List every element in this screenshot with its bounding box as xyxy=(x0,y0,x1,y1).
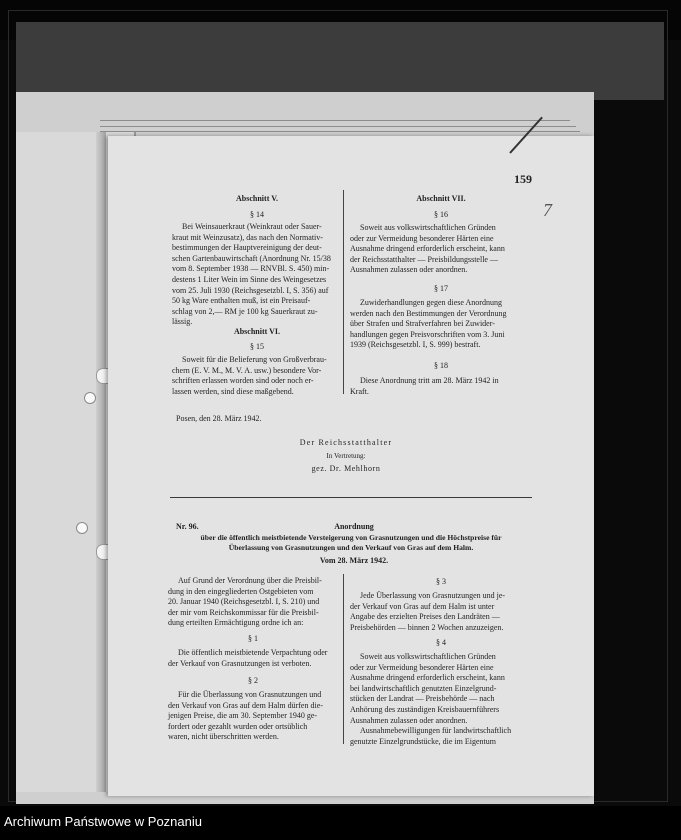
paragraph-number: § 18 xyxy=(434,361,448,370)
column-divider xyxy=(343,190,344,394)
paragraph-number: § 17 xyxy=(434,284,448,293)
paragraph-number: § 3 xyxy=(436,577,446,586)
section-heading: Abschnitt VI. xyxy=(233,327,281,336)
paragraph-number: § 16 xyxy=(434,210,448,219)
sheet-edge xyxy=(100,126,576,127)
paragraph-number: § 14 xyxy=(250,210,264,219)
order-date: Vom 28. März 1942. xyxy=(319,556,389,565)
margin-note: 7 xyxy=(543,200,552,220)
column-divider xyxy=(343,574,344,744)
place-date: Posen, den 28. März 1942. xyxy=(176,414,262,423)
paragraph-number: § 15 xyxy=(250,342,264,351)
paragraph-14: Bei Weinsauerkraut (Weinkraut oder Sauer- kraut mit Weinzusatz), das nach den Normativ- bestimmungen der Hauptvereinigung der deut- schen Gartenbauwirtschaft (Anordnung Nr. 15/38 vom 8. September 1938 — RNVBl. S. 450) min- destens 1 Liter Wein im Sinne des Weingesetzes vom 25. Juli 1930 (Reichsgesetzbl. I, S. 356) auf 50 kg Ware enthalten muß, ist ein Preisauf- schlag von 2,— RM je 100 kg Sauerkraut zu- lässig. xyxy=(172,222,331,327)
order-title: Anordnung xyxy=(334,522,374,531)
paragraph-number: § 2 xyxy=(248,676,258,685)
paragraph-1: Die öffentlich meistbietende Verpachtung oder der Verkauf von Grasnutzungen ist verboten. xyxy=(168,648,328,668)
archive-label: Archiwum Państwowe w Poznaniu xyxy=(4,814,202,829)
folder-shadow xyxy=(96,132,106,792)
signatory: Der Reichsstatthalter xyxy=(299,438,393,447)
paragraph-number: § 1 xyxy=(248,634,258,643)
order-number: Nr. 96. xyxy=(176,522,199,531)
paragraph-18: Diese Anordnung tritt am 28. März 1942 in Kraft. xyxy=(350,376,499,396)
section-heading: Abschnitt VII. xyxy=(416,194,466,203)
archive-footer xyxy=(0,806,681,840)
paragraph-17: Zuwiderhandlungen gegen diese Anordnung werden nach den Bestimmungen der Verordnung über Strafen und Strafverfahren bei Zuwider- handlungen gegen Preisvorschriften vom 3. Juni 1939 (Reichsgesetzbl. I, S. 999) bestraft. xyxy=(350,298,507,350)
order-subtitle: über die öffentlich meistbietende Versteigerung von Grasnutzungen und die Höchstpreise für xyxy=(200,533,502,542)
page-number: 159 xyxy=(514,172,532,186)
paragraph-4: Soweit aus volkswirtschaftlichen Gründen oder zur Vermeidung besonderer Härten eine Ausnahme dringend erforderlich erscheint, kann bei landwirtschaftlich genutzten Einzelgrund- stücken der Landrat — Preisbehörde — nach Anhörung des zuständigen Kreisbauernführers Ausnahmen zulassen oder anordnen. Ausnahmebewilligungen für landwirtschaftlich genutzte Einzelgrundstücke, die im Eigentum xyxy=(350,652,512,746)
order-subtitle: Überlassung von Grasnutzungen und den Verkauf von Gras auf dem Halm. xyxy=(228,543,474,552)
paragraph-16: Soweit aus volkswirtschaftlichen Gründen oder zur Vermeidung besonderer Härten eine Ausnahme dringend erforderlich erscheint, kann der Reichsstatthalter — Preisbildungsstelle — Ausnahmen zulassen oder anordnen. xyxy=(350,223,505,275)
section-divider xyxy=(170,497,532,498)
punch-hole xyxy=(76,522,88,534)
scanner-cover xyxy=(16,22,664,100)
signature: gez. Dr. Mehlhorn xyxy=(311,464,381,473)
paragraph-3: Jede Überlassung von Grasnutzungen und je- der Verkauf von Gras auf dem Halm ist unter Angabe des erzielten Preises den Landräten — Preisbehörden — binnen 2 Wochen anzuzeigen. xyxy=(350,591,506,632)
paragraph-number: § 4 xyxy=(436,638,446,647)
order-preamble: Auf Grund der Verordnung über die Preisbil- dung in den eingegliederten Ostgebieten vom 20. Januar 1940 (Reichsgesetzbl. I, S. 210) und der mir vom Reichskommissar für die Preisbil- dung erteilten Ermächtigung ordne ich an: xyxy=(168,576,322,628)
sheet-edge xyxy=(100,131,580,132)
paragraph-15: Soweit für die Belieferung von Großverbrau- chern (E. V. M., M. V. A. usw.) besondere Vor- schriften erlassen worden sind oder noch er- lassen werden, sind diese maßgebend. xyxy=(172,355,327,396)
section-heading: Abschnitt V. xyxy=(236,194,278,203)
paragraph-2: Für die Überlassung von Grasnutzungen und den Verkauf von Gras auf dem Halm dürfen die- jenigen Preise, die am 30. September 1940 ge- fordert oder gezahlt wurden oder ortsüblich waren, nicht überschritten werden. xyxy=(168,690,323,742)
in-vertretung: In Vertretung: xyxy=(326,452,366,460)
sheet-edge xyxy=(100,120,570,121)
punch-hole xyxy=(84,392,96,404)
